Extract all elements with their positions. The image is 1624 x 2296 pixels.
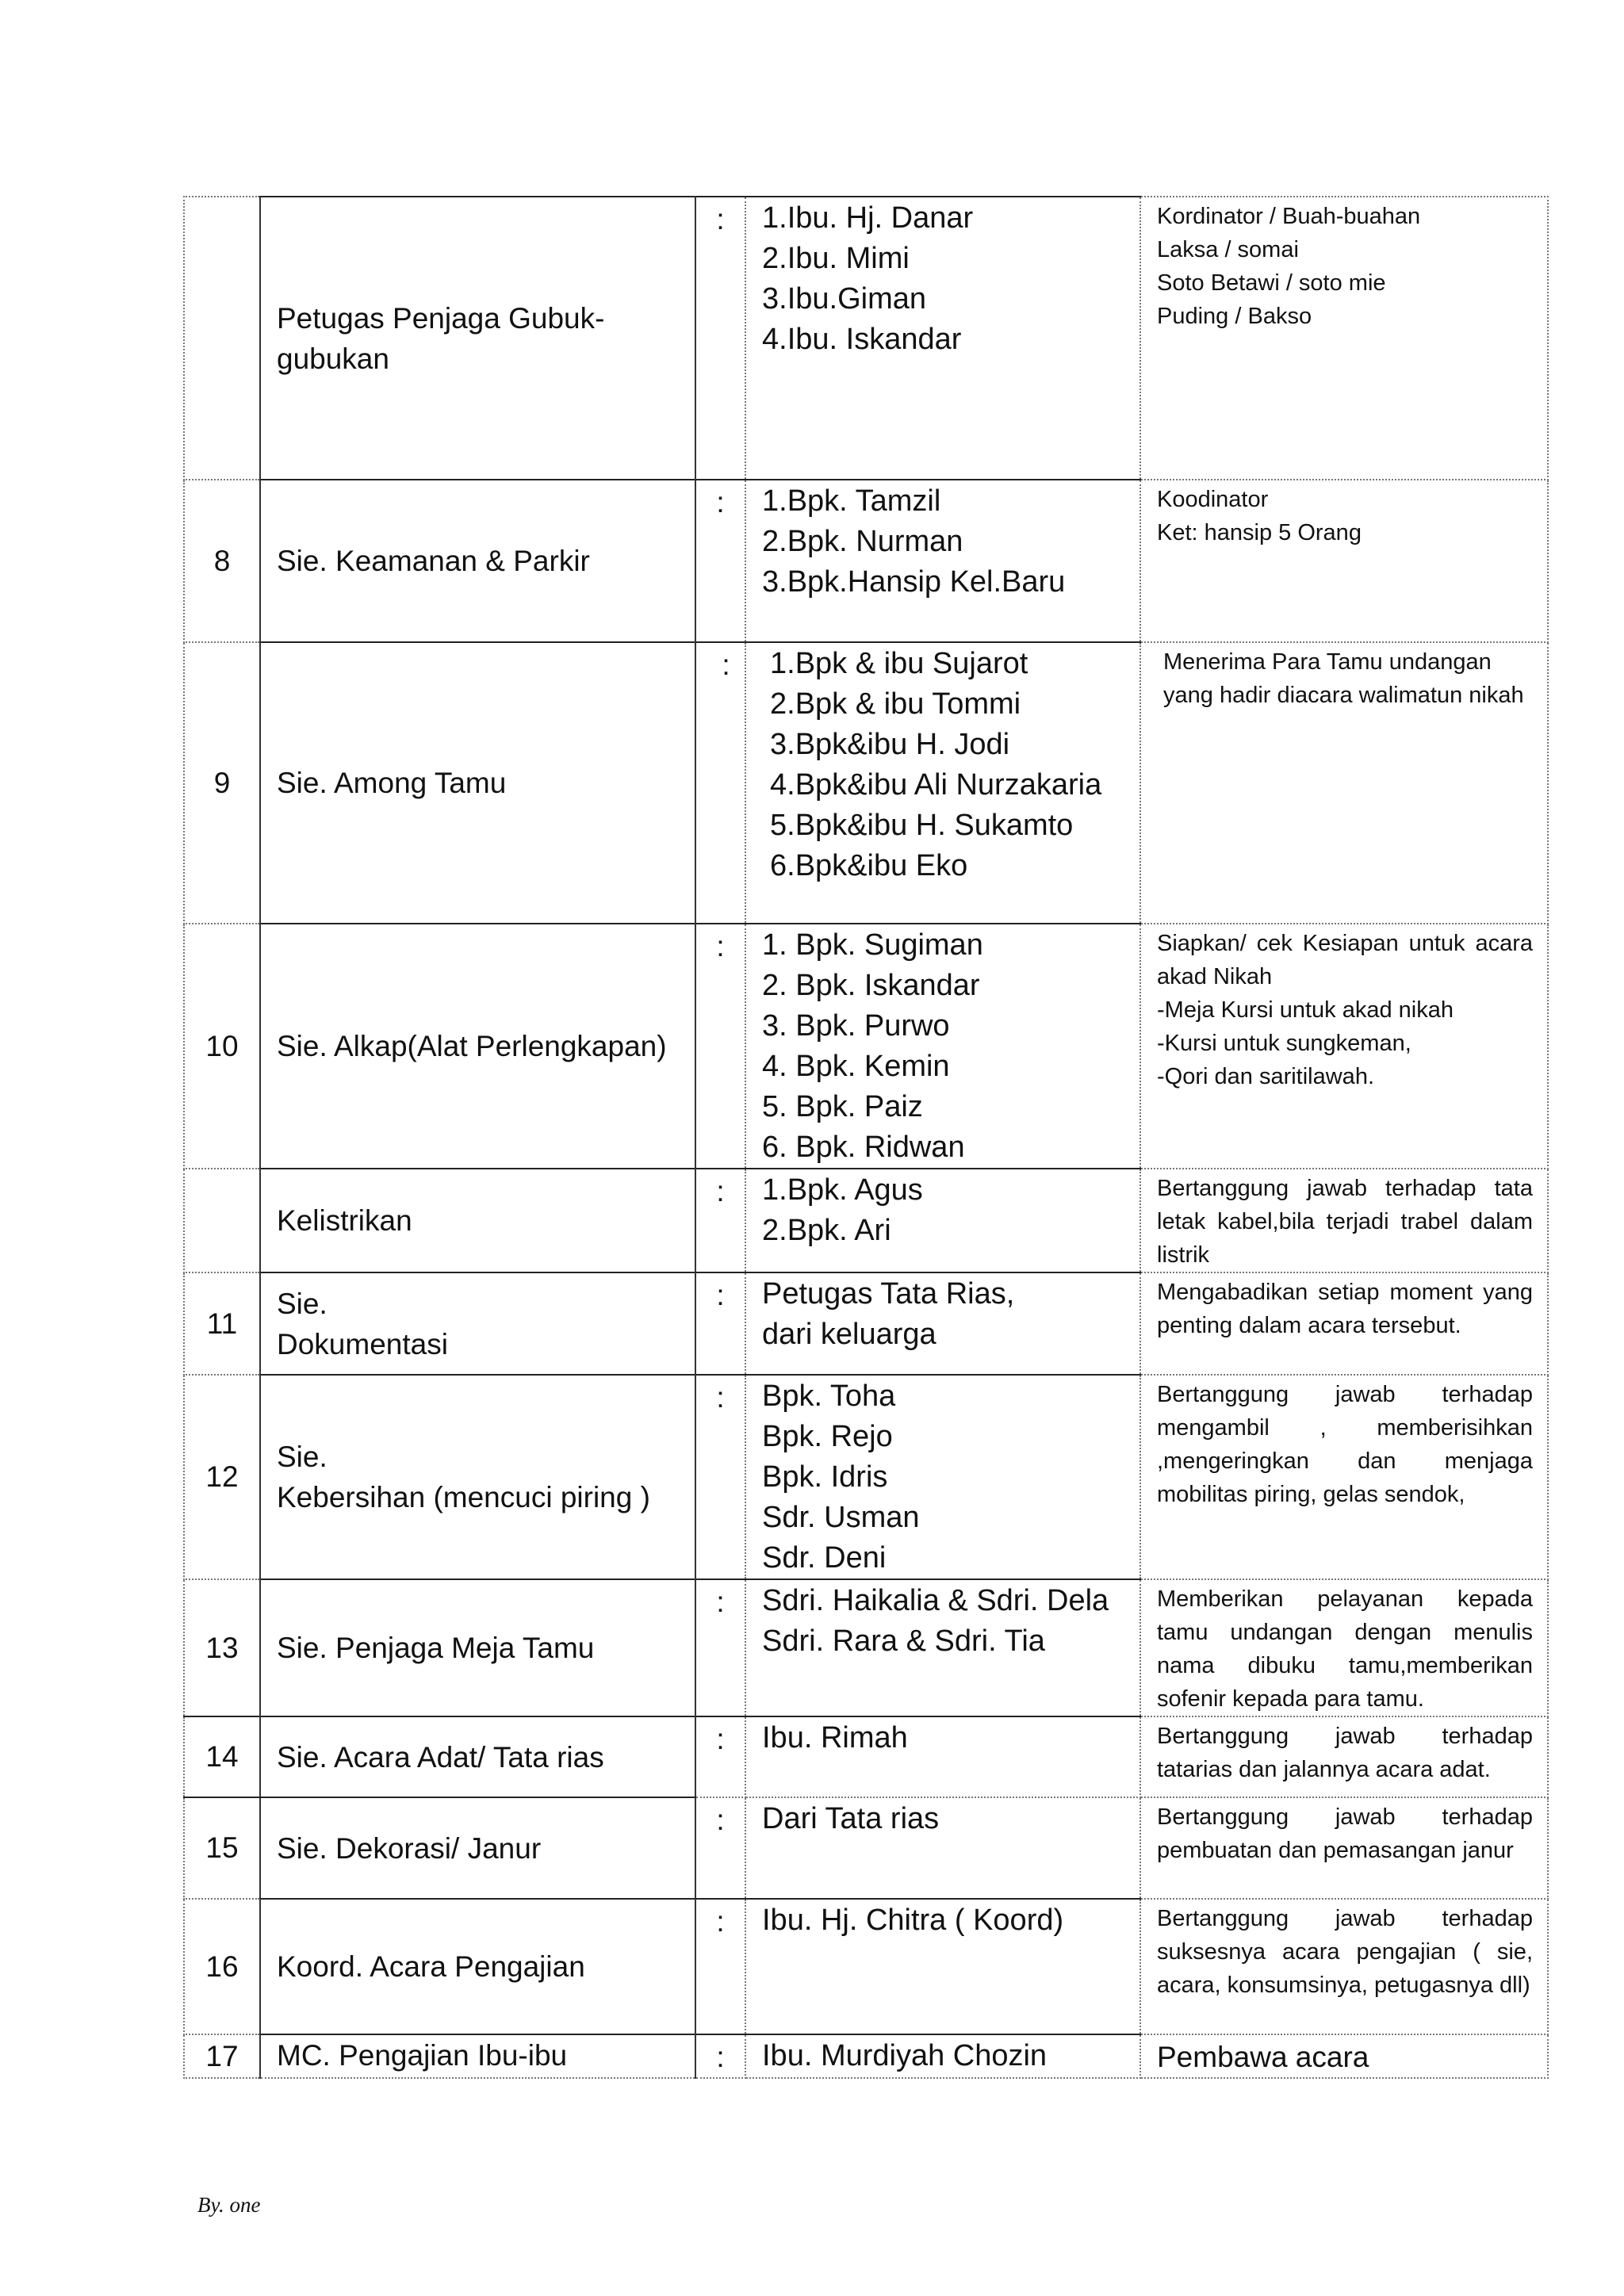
task-name: Petugas Penjaga Gubuk-gubukan bbox=[260, 197, 695, 480]
row-number: 12 bbox=[184, 1375, 260, 1579]
colon-separator: : bbox=[695, 480, 745, 642]
member-name: 2.Ibu. Mimi bbox=[762, 242, 910, 275]
member-name: 5. Bpk. Paiz bbox=[762, 1090, 923, 1123]
notes-cell: Pembawa acara bbox=[1140, 2034, 1548, 2078]
member-name: 4.Ibu. Iskandar bbox=[762, 323, 962, 356]
members-cell bbox=[745, 1272, 1140, 1375]
row-number: 14 bbox=[184, 1716, 260, 1797]
note-line: Ket: hansip 5 Orang bbox=[1157, 520, 1362, 545]
member-name: 2. Bpk. Iskandar bbox=[762, 969, 980, 1002]
colon-separator: : bbox=[695, 642, 745, 924]
table-row bbox=[184, 480, 1548, 642]
row-number: 9 bbox=[184, 642, 260, 924]
member-name: Ibu. Hj. Chitra ( Koord) bbox=[762, 1904, 1064, 1937]
colon-separator: : bbox=[695, 1169, 745, 1272]
members-cell bbox=[745, 1375, 1140, 1579]
notes-cell: Bertanggung jawab terhadap pembuatan dan pemasangan janur bbox=[1140, 1797, 1548, 1899]
colon-separator: : bbox=[695, 1899, 745, 2034]
table-row bbox=[184, 1716, 1548, 1797]
notes-cell bbox=[1140, 480, 1548, 642]
note-line: Soto Betawi / soto mie bbox=[1157, 270, 1386, 296]
member-name: Sdr. Deni bbox=[762, 1541, 887, 1575]
table-row bbox=[184, 1797, 1548, 1899]
member-name: 1.Bpk. Agus bbox=[762, 1173, 923, 1207]
table-row bbox=[184, 1169, 1548, 1272]
member-name: 2.Bpk & ibu Tommi bbox=[770, 687, 1021, 721]
notes-cell: Bertanggung jawab terhadap tatarias dan jalannya acara adat. bbox=[1140, 1716, 1548, 1797]
row-number: 8 bbox=[184, 480, 260, 642]
table-row bbox=[184, 1375, 1548, 1579]
table-row bbox=[184, 924, 1548, 1169]
members-cell bbox=[745, 642, 1140, 924]
task-name: Sie. Among Tamu bbox=[260, 642, 695, 924]
note-line: Laksa / somai bbox=[1157, 237, 1299, 262]
notes-cell: Bertanggung jawab terhadap suksesnya acara pengajian ( sie, acara, konsumsinya, petugasnya dll) bbox=[1140, 1899, 1548, 2034]
colon-separator: : bbox=[695, 1375, 745, 1579]
member-name: 5.Bpk&ibu H. Sukamto bbox=[770, 809, 1074, 842]
member-name: 3.Bpk&ibu H. Jodi bbox=[770, 728, 1010, 761]
member-name: 1. Bpk. Sugiman bbox=[762, 928, 983, 962]
notes-cell: Memberikan pelayanan kepada tamu undangan dengan menulis nama dibuku tamu,memberikan sofenir kepada para tamu. bbox=[1140, 1579, 1548, 1716]
note-line: Siapkan/ cek Kesiapan untuk acara akad Nikah bbox=[1157, 931, 1533, 989]
notes-cell: Bertanggung jawab terhadap tata letak kabel,bila terjadi trabel dalam listrik bbox=[1140, 1169, 1548, 1272]
member-name: 3.Bpk.Hansip Kel.Baru bbox=[762, 565, 1066, 599]
task-name: Sie. Alkap(Alat Perlengkapan) bbox=[260, 924, 695, 1169]
task-name bbox=[260, 1272, 695, 1375]
task-name-line: Dokumentasi bbox=[277, 1327, 448, 1360]
members-cell bbox=[745, 1797, 1140, 1899]
member-name: 1.Bpk. Tamzil bbox=[762, 484, 941, 518]
member-name: 2.Bpk. Ari bbox=[762, 1214, 891, 1247]
member-name: 6. Bpk. Ridwan bbox=[762, 1131, 965, 1164]
colon-separator: : bbox=[695, 924, 745, 1169]
task-name bbox=[260, 1375, 695, 1579]
member-name: Ibu. Rimah bbox=[762, 1721, 908, 1755]
members-cell bbox=[745, 197, 1140, 480]
members-cell bbox=[745, 480, 1140, 642]
note-line: -Kursi untuk sungkeman, bbox=[1157, 1031, 1411, 1056]
member-name: 3. Bpk. Purwo bbox=[762, 1009, 950, 1043]
note-line: -Qori dan saritilawah. bbox=[1157, 1064, 1374, 1089]
task-name-line: Sie. bbox=[277, 1287, 327, 1320]
member-name: Sdri. Haikalia & Sdri. Dela bbox=[762, 1584, 1109, 1617]
committee-table bbox=[183, 196, 1549, 2079]
member-name: 2.Bpk. Nurman bbox=[762, 525, 963, 558]
colon-separator: : bbox=[695, 1797, 745, 1899]
notes-cell: Menerima Para Tamu undangan yang hadir diacara walimatun nikah bbox=[1140, 642, 1548, 924]
task-name: Koord. Acara Pengajian bbox=[260, 1899, 695, 2034]
colon-separator: : bbox=[695, 1272, 745, 1375]
member-name: Ibu. Murdiyah Chozin bbox=[762, 2039, 1048, 2072]
member-name: Sdr. Usman bbox=[762, 1501, 920, 1534]
task-name: Sie. Dekorasi/ Janur bbox=[260, 1797, 695, 1899]
task-name: Sie. Acara Adat/ Tata rias bbox=[260, 1716, 695, 1797]
member-name: 4.Bpk&ibu Ali Nurzakaria bbox=[770, 768, 1102, 802]
colon-separator: : bbox=[695, 197, 745, 480]
members-cell bbox=[745, 2034, 1140, 2078]
member-name: 3.Ibu.Giman bbox=[762, 282, 926, 316]
row-number: 16 bbox=[184, 1899, 260, 2034]
task-name-line: Kebersihan (mencuci piring ) bbox=[277, 1481, 650, 1513]
members-cell bbox=[745, 1899, 1140, 2034]
task-name: Sie. Keamanan & Parkir bbox=[260, 480, 695, 642]
members-cell bbox=[745, 1716, 1140, 1797]
member-name: 4. Bpk. Kemin bbox=[762, 1050, 950, 1083]
task-name: MC. Pengajian Ibu-ibu bbox=[260, 2034, 695, 2078]
colon-separator: : bbox=[695, 2034, 745, 2078]
member-name: 6.Bpk&ibu Eko bbox=[770, 849, 968, 882]
member-name: Petugas Tata Rias, bbox=[762, 1277, 1015, 1311]
row-number bbox=[184, 1169, 260, 1272]
table-row bbox=[184, 1579, 1548, 1716]
notes-cell: Bertanggung jawab terhadap mengambil , memberisihkan ,mengeringkan dan menjaga mobilitas piring, gelas sendok, bbox=[1140, 1375, 1548, 1579]
notes-cell bbox=[1140, 197, 1548, 480]
colon-separator: : bbox=[695, 1716, 745, 1797]
members-cell bbox=[745, 1169, 1140, 1272]
member-name: Bpk. Rejo bbox=[762, 1420, 893, 1453]
notes-cell: Mengabadikan setiap moment yang penting dalam acara tersebut. bbox=[1140, 1272, 1548, 1375]
table-row bbox=[184, 642, 1548, 924]
row-number: 13 bbox=[184, 1579, 260, 1716]
member-name: 1.Bpk & ibu Sujarot bbox=[770, 647, 1028, 680]
row-number: 15 bbox=[184, 1797, 260, 1899]
note-line: -Meja Kursi untuk akad nikah bbox=[1157, 997, 1454, 1023]
member-name: Bpk. Toha bbox=[762, 1380, 896, 1413]
members-cell bbox=[745, 924, 1140, 1169]
task-name-line: Sie. bbox=[277, 1441, 327, 1473]
member-name: Bpk. Idris bbox=[762, 1460, 888, 1494]
member-name: 1.Ibu. Hj. Danar bbox=[762, 201, 974, 235]
row-number: 10 bbox=[184, 924, 260, 1169]
note-line: Puding / Bakso bbox=[1157, 304, 1312, 329]
colon-separator: : bbox=[695, 1579, 745, 1716]
row-number: 11 bbox=[184, 1272, 260, 1375]
table-row bbox=[184, 2034, 1548, 2078]
task-name: Sie. Penjaga Meja Tamu bbox=[260, 1579, 695, 1716]
task-name: Kelistrikan bbox=[260, 1169, 695, 1272]
notes-cell bbox=[1140, 924, 1548, 1169]
row-number: 17 bbox=[184, 2034, 260, 2078]
members-cell bbox=[745, 1579, 1140, 1716]
table-row bbox=[184, 197, 1548, 480]
member-name: dari keluarga bbox=[762, 1318, 936, 1351]
table-row bbox=[184, 1899, 1548, 2034]
note-line: Koodinator bbox=[1157, 487, 1269, 512]
note-line: Kordinator / Buah-buahan bbox=[1157, 204, 1421, 229]
member-name: Dari Tata rias bbox=[762, 1802, 940, 1835]
row-number bbox=[184, 197, 260, 480]
footer-credit: By. one bbox=[197, 2193, 261, 2217]
table-row bbox=[184, 1272, 1548, 1375]
member-name: Sdri. Rara & Sdri. Tia bbox=[762, 1624, 1045, 1658]
